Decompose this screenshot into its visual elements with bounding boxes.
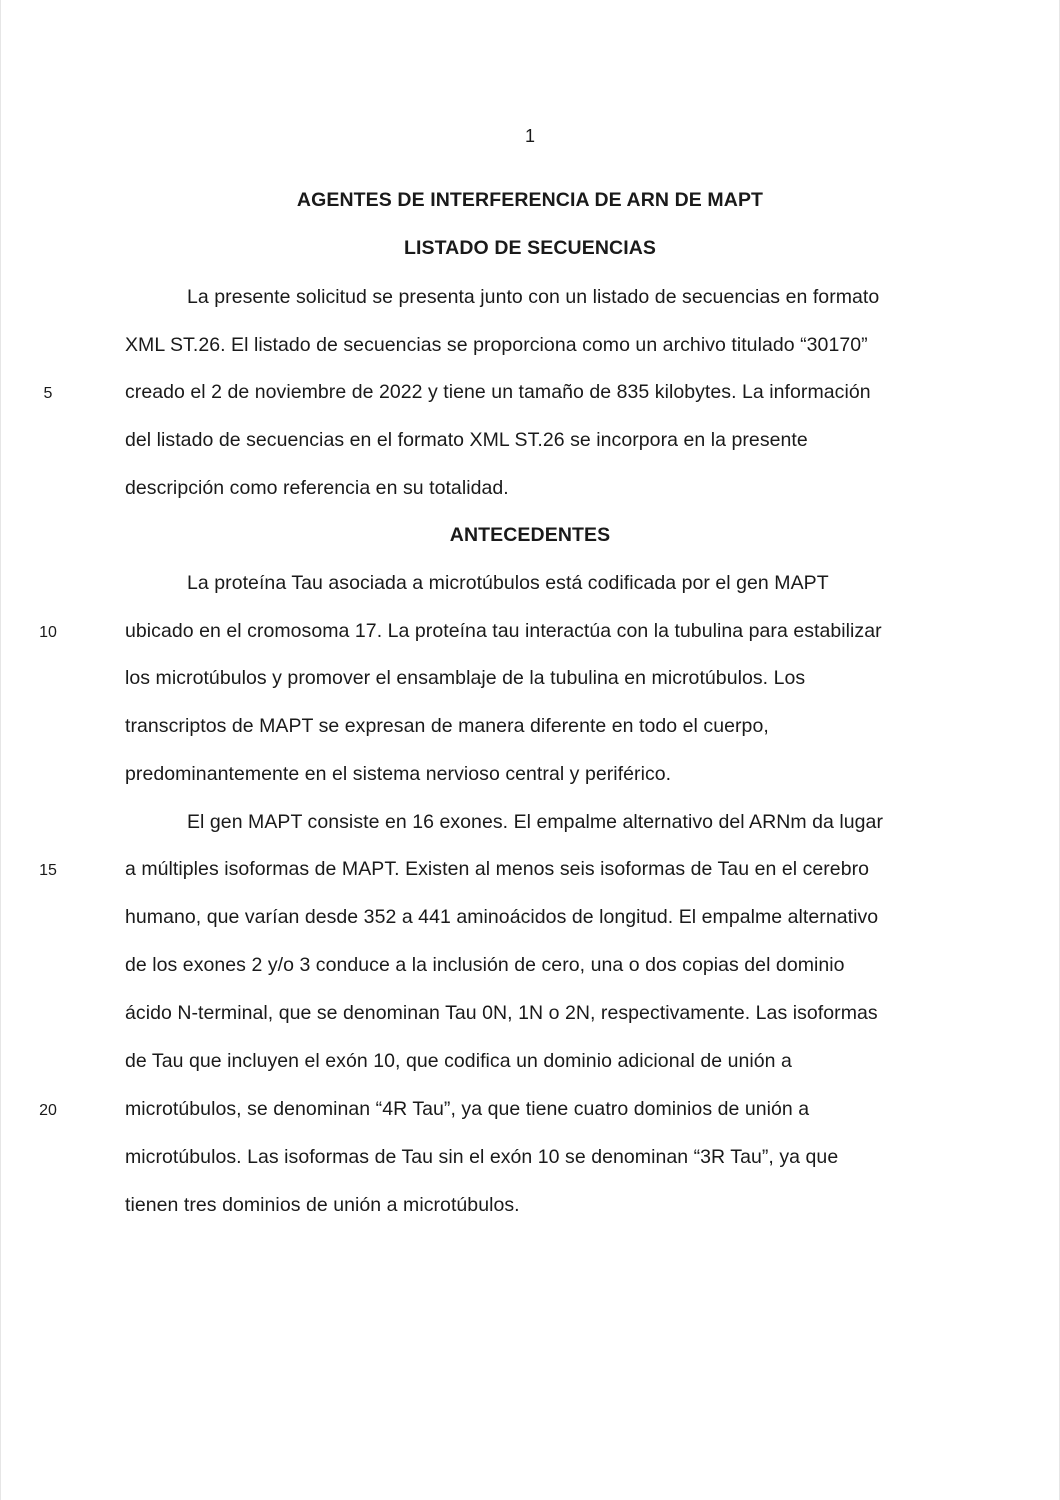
page-number: 1 [524,126,535,146]
text-line: descripción como referencia en su totalidad. [125,477,509,499]
margin-line-number: 15 [39,862,57,879]
text-line: del listado de secuencias en el formato XML ST.26 se incorpora en la presente [125,429,808,451]
text-line: microtúbulos. Las isoformas de Tau sin el exón 10 se denominan “3R Tau”, ya que [125,1146,839,1168]
text-line: transcriptos de MAPT se expresan de manera diferente en todo el cuerpo, [125,715,769,737]
margin-line-number: 10 [39,624,57,641]
section-heading-sequence-listing: LISTADO DE SECUENCIAS [403,237,656,259]
text-line: ubicado en el cromosoma 17. La proteína tau interactúa con la tubulina para estabilizar [125,620,882,642]
margin-line-number: 20 [39,1102,57,1119]
text-line: tienen tres dominios de unión a microtúbulos. [125,1194,520,1216]
text-line: microtúbulos, se denominan “4R Tau”, ya que tiene cuatro dominios de unión a [125,1098,810,1120]
text-line: La presente solicitud se presenta junto con un listado de secuencias en formato [187,286,880,308]
text-line: creado el 2 de noviembre de 2022 y tiene un tamaño de 835 kilobytes. La información [125,381,871,403]
text-line: los microtúbulos y promover el ensamblaje de la tubulina en microtúbulos. Los [125,667,806,689]
margin-line-number: 5 [43,385,53,402]
text-line: de Tau que incluyen el exón 10, que codifica un dominio adicional de unión a [125,1050,792,1072]
section-heading-background: ANTECEDENTES [449,524,611,546]
document-title: AGENTES DE INTERFERENCIA DE ARN DE MAPT [296,189,764,211]
text-line: La proteína Tau asociada a microtúbulos está codificada por el gen MAPT [187,572,829,594]
text-line: de los exones 2 y/o 3 conduce a la inclusión de cero, una o dos copias del dominio [125,954,845,976]
text-line: El gen MAPT consiste en 16 exones. El empalme alternativo del ARNm da lugar [187,811,883,833]
text-line: a múltiples isoformas de MAPT. Existen al menos seis isoformas de Tau en el cerebro [125,858,870,880]
text-line: ácido N-terminal, que se denominan Tau 0N, 1N o 2N, respectivamente. Las isoformas [125,1002,878,1024]
text-line: XML ST.26. El listado de secuencias se proporciona como un archivo titulado “30170” [125,334,868,356]
text-line: predominantemente en el sistema nervioso central y periférico. [125,763,672,785]
text-line: humano, que varían desde 352 a 441 aminoácidos de longitud. El empalme alternativo [125,906,879,928]
